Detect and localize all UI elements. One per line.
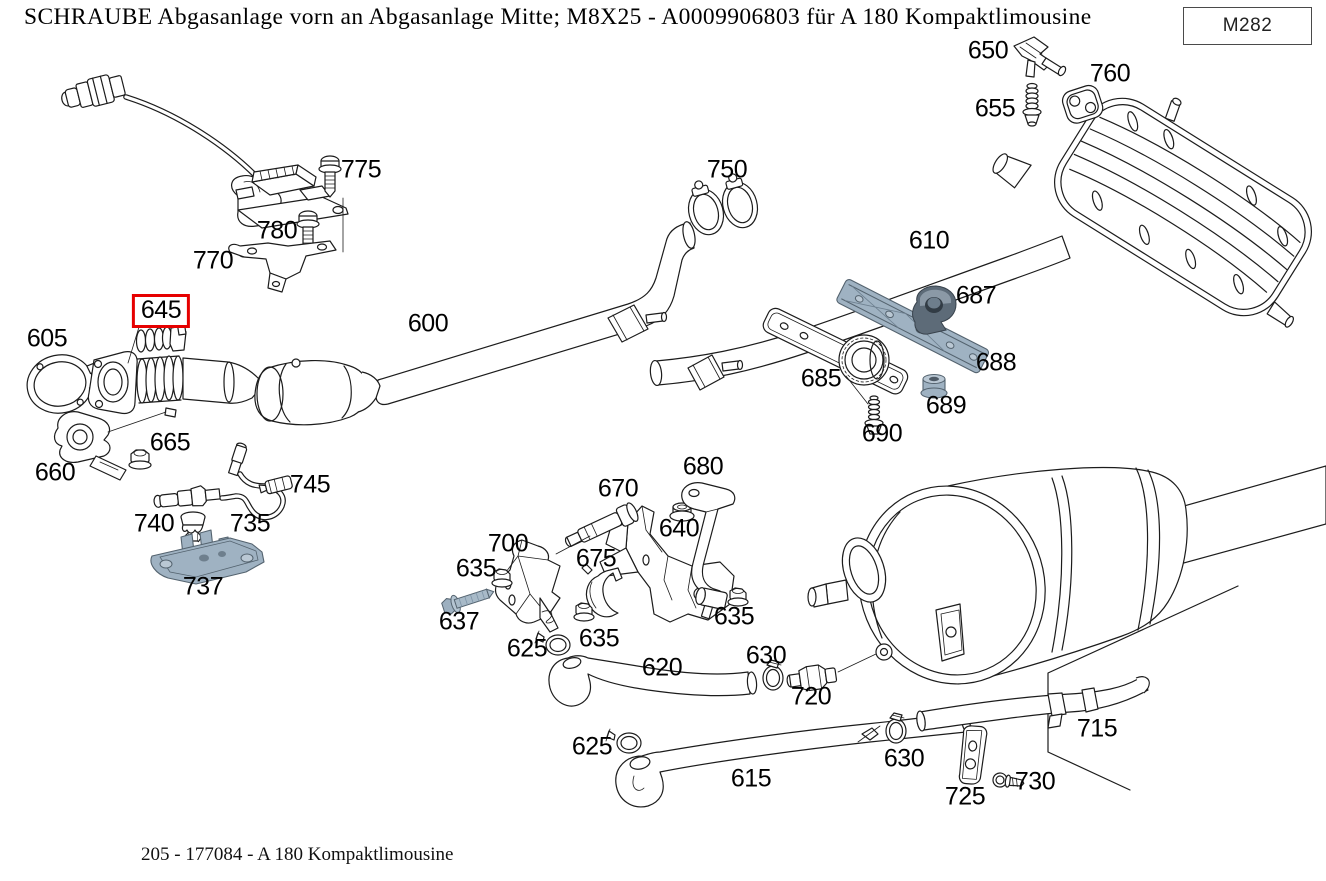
part-label-690: 690	[861, 419, 903, 448]
part-label-720: 720	[790, 682, 832, 711]
clamp-630-drawing-1	[763, 660, 783, 690]
bracket-725-drawing	[959, 725, 987, 785]
part-label-635-1: 635	[455, 554, 497, 583]
part-label-775: 775	[340, 155, 382, 184]
part-label-770: 770	[192, 246, 234, 275]
part-label-655: 655	[974, 94, 1016, 123]
part-label-689: 689	[925, 391, 967, 420]
part-label-665: 665	[149, 428, 191, 457]
part-label-700: 700	[487, 529, 529, 558]
part-label-615: 615	[730, 764, 772, 793]
bracket-770-drawing	[229, 241, 336, 292]
part-label-637: 637	[438, 607, 480, 636]
bolt-637-drawing	[440, 583, 496, 616]
part-label-687: 687	[955, 281, 997, 310]
part-label-625-1: 625	[506, 634, 548, 663]
nut-689-drawing	[921, 375, 947, 399]
tailpipe-715-drawing	[916, 677, 1150, 732]
part-label-660: 660	[34, 458, 76, 487]
part-label-630-1: 630	[745, 641, 787, 670]
plate-737-drawing	[151, 530, 264, 584]
part-label-725: 725	[944, 782, 986, 811]
part-label-735: 735	[229, 509, 271, 538]
part-label-635-3: 635	[578, 624, 620, 653]
part-label-650: 650	[967, 36, 1009, 65]
pipe-620-drawing	[549, 653, 757, 706]
mount-687-drawing	[913, 286, 956, 334]
part-label-730: 730	[1014, 767, 1056, 796]
bracket-660-drawing	[55, 412, 166, 480]
oxygen-sensor-drawing	[59, 71, 289, 226]
part-label-740: 740	[133, 509, 175, 538]
leader-720	[838, 654, 876, 672]
clamp-625-drawing-2	[606, 729, 641, 753]
sensor-720-drawing	[786, 663, 838, 694]
part-label-630-2: 630	[883, 744, 925, 773]
part-label-640: 640	[658, 514, 700, 543]
clamp-630-drawing-2	[886, 713, 906, 743]
part-label-625-2: 625	[571, 732, 613, 761]
hanger-650-drawing	[1014, 37, 1067, 77]
part-label-745: 745	[289, 470, 331, 499]
part-label-737: 737	[182, 572, 224, 601]
page-title: SCHRAUBE Abgasanlage vorn an Abgasanlage Mitte; M8X25 - A0009906803 für A 180 Kompaktlimousine	[24, 4, 1092, 30]
clamps-750-drawing	[681, 170, 762, 239]
bolt-655-drawing	[1023, 84, 1041, 127]
part-label-600: 600	[407, 309, 449, 338]
screw-730-drawing	[992, 772, 1025, 790]
part-label-675: 675	[575, 544, 617, 573]
nut-665-drawing	[129, 450, 151, 469]
engine-code-label: M282	[1222, 15, 1273, 36]
part-label-680: 680	[682, 452, 724, 481]
muffler-drawing	[989, 35, 1326, 351]
footer-caption: 205 - 177084 - A 180 Kompaktlimousine	[141, 844, 454, 865]
part-label-620: 620	[641, 653, 683, 682]
part-label-610: 610	[908, 226, 950, 255]
part-label-670: 670	[597, 474, 639, 503]
clamp-625-drawing-1	[535, 631, 570, 655]
part-label-688: 688	[975, 348, 1017, 377]
part-label-715: 715	[1076, 714, 1118, 743]
part-label-750: 750	[706, 155, 748, 184]
part-label-635-2: 635	[713, 602, 755, 631]
front-pipe-catalyst-drawing	[88, 352, 380, 425]
part-label-605: 605	[26, 324, 68, 353]
part-label-685: 685	[800, 364, 842, 393]
bolt-690-drawing	[865, 396, 883, 434]
part-label-780: 780	[256, 216, 298, 245]
part-label-645: 645	[132, 294, 190, 328]
part-label-760: 760	[1089, 59, 1131, 88]
nut-635-drawing-2	[728, 588, 748, 606]
sensor-735-drawing	[153, 442, 293, 517]
